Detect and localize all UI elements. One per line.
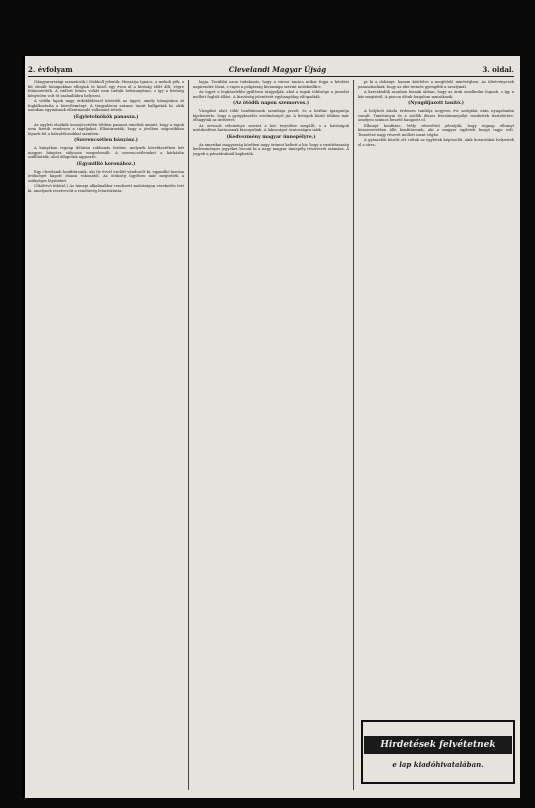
column-1 xyxy=(28,80,184,792)
page-shadow xyxy=(22,56,25,798)
article-heading: (Kedvezmény magyar ünnepélyre.) xyxy=(226,134,316,140)
article-paragraph: lapja. Továbbá azon tudakozás, hogy a városi tanács mikor fogja a kérdést napirendre tűzni, s vajon a polgárság kívánsága szerint intézkedik-e. xyxy=(193,80,349,89)
article-paragraph: Elhunyt honfitárs. Mély részvéttel jelentjük, hogy tegnap elhunyt közszeretetben álló honfitársunk, aki a magyar egyletek buzgó tagja volt. Temetése nagy részvét mellett ment végbe. xyxy=(358,123,514,137)
article-heading: (Egyletelnökök panasza.) xyxy=(73,114,139,120)
column-rule xyxy=(188,80,189,790)
column-rule xyxy=(353,80,354,790)
article-paragraph: Az orvosok véleménye szerint a kór terjedése megállt, s a hatóságok intézkedései hatásosnak bizonyultak. A lakosságot óvatosságra intik. xyxy=(193,123,349,132)
article-paragraph: (Ökölvívó ütköző.) Az ünnepi alkalmakkor rendezett mulatságon verekedés tört ki, amelynek résztvevőit a rendőrség letartóztatta. xyxy=(28,184,184,193)
header-masthead: Clevelandi Magyar Újság xyxy=(228,64,327,74)
article-heading: (Az ötödik napon szemorvos.) xyxy=(232,101,310,106)
ad-subtitle: e lap kiadóhivatalában. xyxy=(392,759,484,769)
header-volume: 2. évfolyam xyxy=(28,64,73,74)
article-paragraph: Az egyleti elnökök összejövetelén többen panaszt emeltek amiatt, hogy a tagok nem fizetik rendesen a tagdíjakat. Elhatározták, hogy a jövőben szigorúbban lépnek fel a hátralékosokkal szemben. xyxy=(28,122,184,136)
article-paragraph: A bányában tegnap délután robbanás történt, melynek következtében két magyar bányász súlyosan megsebesült. A szerencsétleneket a kórházba szállították, ahol állapotuk aggasztó. xyxy=(28,146,184,159)
article-paragraph: Az ügyet a legközelebbi gyűlésen tárgyalják, ahol a tagok többsége a javaslat mellett foglalt állást. A bizottság jelentését egyhangúlag elfogadták. xyxy=(193,90,349,99)
column-3 xyxy=(358,80,514,792)
page-header xyxy=(28,62,514,77)
newspaper-page xyxy=(22,56,520,798)
article-heading: (Szerencsétlen bányász.) xyxy=(74,138,138,143)
article-paragraph: A gyászolók között ott voltak az egyletek képviselői, akik koszorúkat helyeztek el a sírra. xyxy=(358,138,514,147)
article-paragraph: Vizsgálat alatt több honfitársunk szembaja javult, és a kórház igazgatója kijelentette, hogy a gyógykezelés eredménnyel jár. A betegek közül többen már elhagyták az intézetet. xyxy=(193,109,349,122)
article-paragraph: A helybeli iskola érdemes tanítója negyven évi szolgálat után nyugalomba vonult. Tanítványai és a szülők díszes búcsúünnepélyt rendeztek tiszteletére, amelyen számos beszéd hangzott el. xyxy=(358,109,514,122)
header-page-number: 3. oldal. xyxy=(482,64,514,74)
advertisement-box xyxy=(361,720,515,784)
column-2 xyxy=(193,80,349,792)
article-paragraph: A kereskedők azonban bíznak abban, hogy az árak emelkedni fognak, s így a kár megtérül. A piacon élénk forgalom mutatkozik. xyxy=(358,90,514,99)
article-paragraph: pi ki a dohányt, hanem kiérlelve a megfelelő minőségben. Az ültetvényesek panaszkodnak, hogy az idei termés gyengébb a tavalyinál. xyxy=(358,80,514,89)
ad-title: Hirdetések felvétetnek xyxy=(364,736,512,754)
article-heading: (Egymillió koronához.) xyxy=(76,161,136,167)
article-paragraph: Egy clevelandi honfitársunk, aki tíz évvel ezelőtt vándorolt ki, egymillió korona örökséget kapott óhazai rokonától. Az örökség ügyében már megtették a szükséges lépéseket. xyxy=(28,169,184,183)
article-paragraph: (Magyarországi szenzációk.) Mekkoll jelentik: Huszárja Ignácz, a mekoli pék, a kit elmúlt hónapokban elfogtak és közel egy éven át a bíróság előtt állt, végre felmentették. A vádlott bűnös voltát nem tudták bebizonyítani, s így a bíróság kénytelen volt őt szabadlábra helyezni. xyxy=(28,80,184,98)
article-paragraph: A vidéki lapok nagy érdeklődéssel kísérték az ügyet, amely hónapokon át foglalkoztatta a közvéleményt. A tárgyaláson számos tanút hallgattak ki, akik azonban egymásnak ellentmondó vallomást tettek. xyxy=(28,99,184,112)
article-heading: (Nyugdíjazott tanító.) xyxy=(408,101,464,106)
article-paragraph: Az amerikai magyarság körében nagy örömet keltett a hír, hogy a vasúttársaság kedvezményes jegyeket bocsát ki a nagy magyar ünnepély résztvevői számára. A jegyek a pénztáraknál kaphatók. xyxy=(193,142,349,156)
